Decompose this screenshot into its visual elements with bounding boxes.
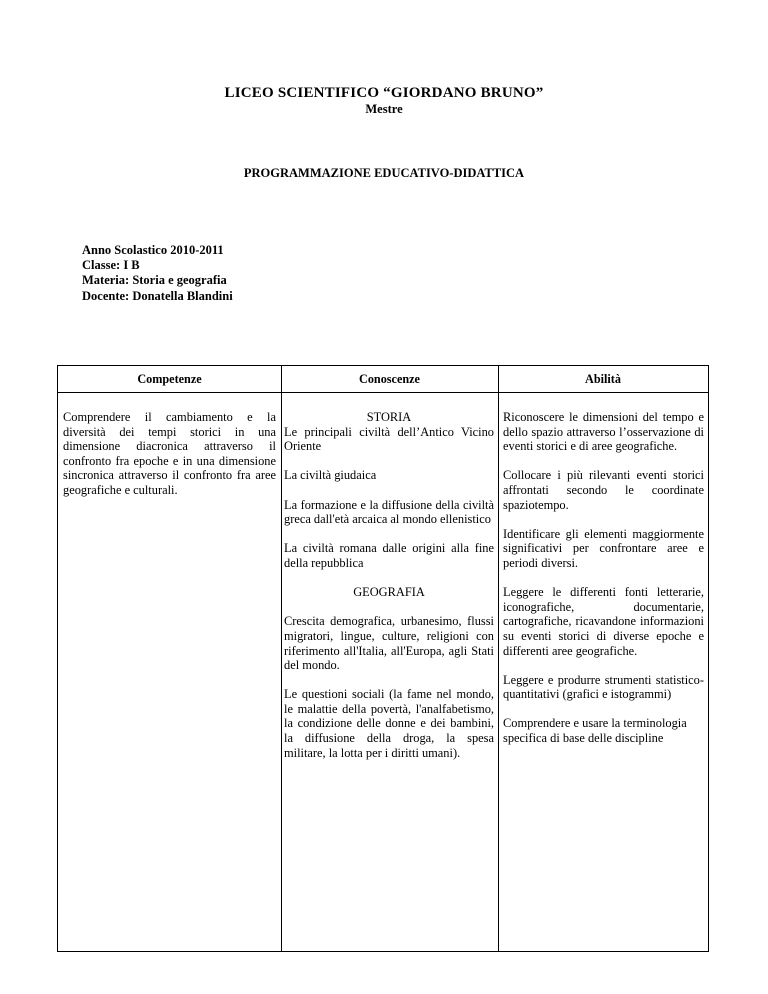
conoscenze-item: Le principali civiltà dell’Antico Vicino Oriente (284, 424, 494, 454)
abilita-item: Comprendere e usare la terminologia specifica di base delle discipline (503, 716, 687, 746)
class-label: Classe: I B (82, 258, 140, 273)
abilita-item: Leggere e produrre strumenti statistico-quantitativi (grafici e istogrammi) (503, 672, 704, 702)
abilita-item: Collocare i più rilevanti eventi storici affrontati secondo le coordinate spaziotempo. (503, 468, 704, 512)
abilita-item: Riconoscere le dimensioni del tempo e dello spazio attraverso l’osservazione di eventi storici e di aree geografiche. (503, 410, 704, 454)
abilita-cell (503, 410, 704, 746)
document-meta (82, 243, 233, 304)
conoscenze-item: Le questioni sociali (la fame nel mondo, le malattie della povertà, l'analfabetismo, la condizione delle donne e dei bambini, la diffusione della droga, la spesa militare, la lotta per i diritti umani). (284, 687, 494, 760)
conoscenze-item: Crescita demografica, urbanesimo, flussi migratori, lingue, culture, religioni con riferimento all'Italia, all'Europa, agli Stati del mondo. (284, 614, 494, 673)
header-conoscenze: Conoscenze (359, 372, 420, 386)
school-city: Mestre (365, 102, 403, 116)
subject-label: Materia: Storia e geografia (82, 273, 227, 288)
school-name: LICEO SCIENTIFICO “GIORDANO BRUNO” (224, 85, 544, 101)
storia-heading: STORIA (366, 410, 412, 424)
conoscenze-item: La formazione e la diffusione della civiltà greca dall'età arcaica al mondo ellenistico (284, 497, 494, 527)
abilita-item: Leggere le differenti fonti letterarie, iconografiche, documentarie, cartografiche, ricavandone informazioni su eventi storici di diverse epoche e differenti aree geografiche. (503, 585, 704, 658)
conoscenze-item: La civiltà romana dalle origini alla fine della repubblica (284, 541, 494, 570)
competenze-text: Comprendere il cambiamento e la diversità dei tempi storici in una dimensione diacronica attraverso il confronto fra epoche e in una dimensione sincronica attraverso il confronto fra aree geografiche e culturali. (63, 410, 276, 497)
header-competenze: Competenze (137, 372, 202, 386)
abilita-item: Identificare gli elementi maggiormente significativi per confrontare aree e periodi diversi. (503, 526, 704, 570)
header-abilita: Abilità (585, 372, 621, 386)
conoscenze-item: La civiltà giudaica (284, 468, 377, 483)
competenze-cell (63, 410, 276, 498)
header-divider (58, 392, 708, 393)
document-title: PROGRAMMAZIONE EDUCATIVO-DIDATTICA (243, 166, 525, 180)
column-divider (498, 366, 499, 951)
curriculum-table (57, 365, 709, 952)
geografia-heading: GEOGRAFIA (353, 585, 425, 600)
teacher-label: Docente: Donatella Blandini (82, 288, 233, 303)
conoscenze-cell (284, 410, 494, 760)
column-divider (281, 366, 282, 951)
school-year: Anno Scolastico 2010-2011 (82, 243, 224, 257)
